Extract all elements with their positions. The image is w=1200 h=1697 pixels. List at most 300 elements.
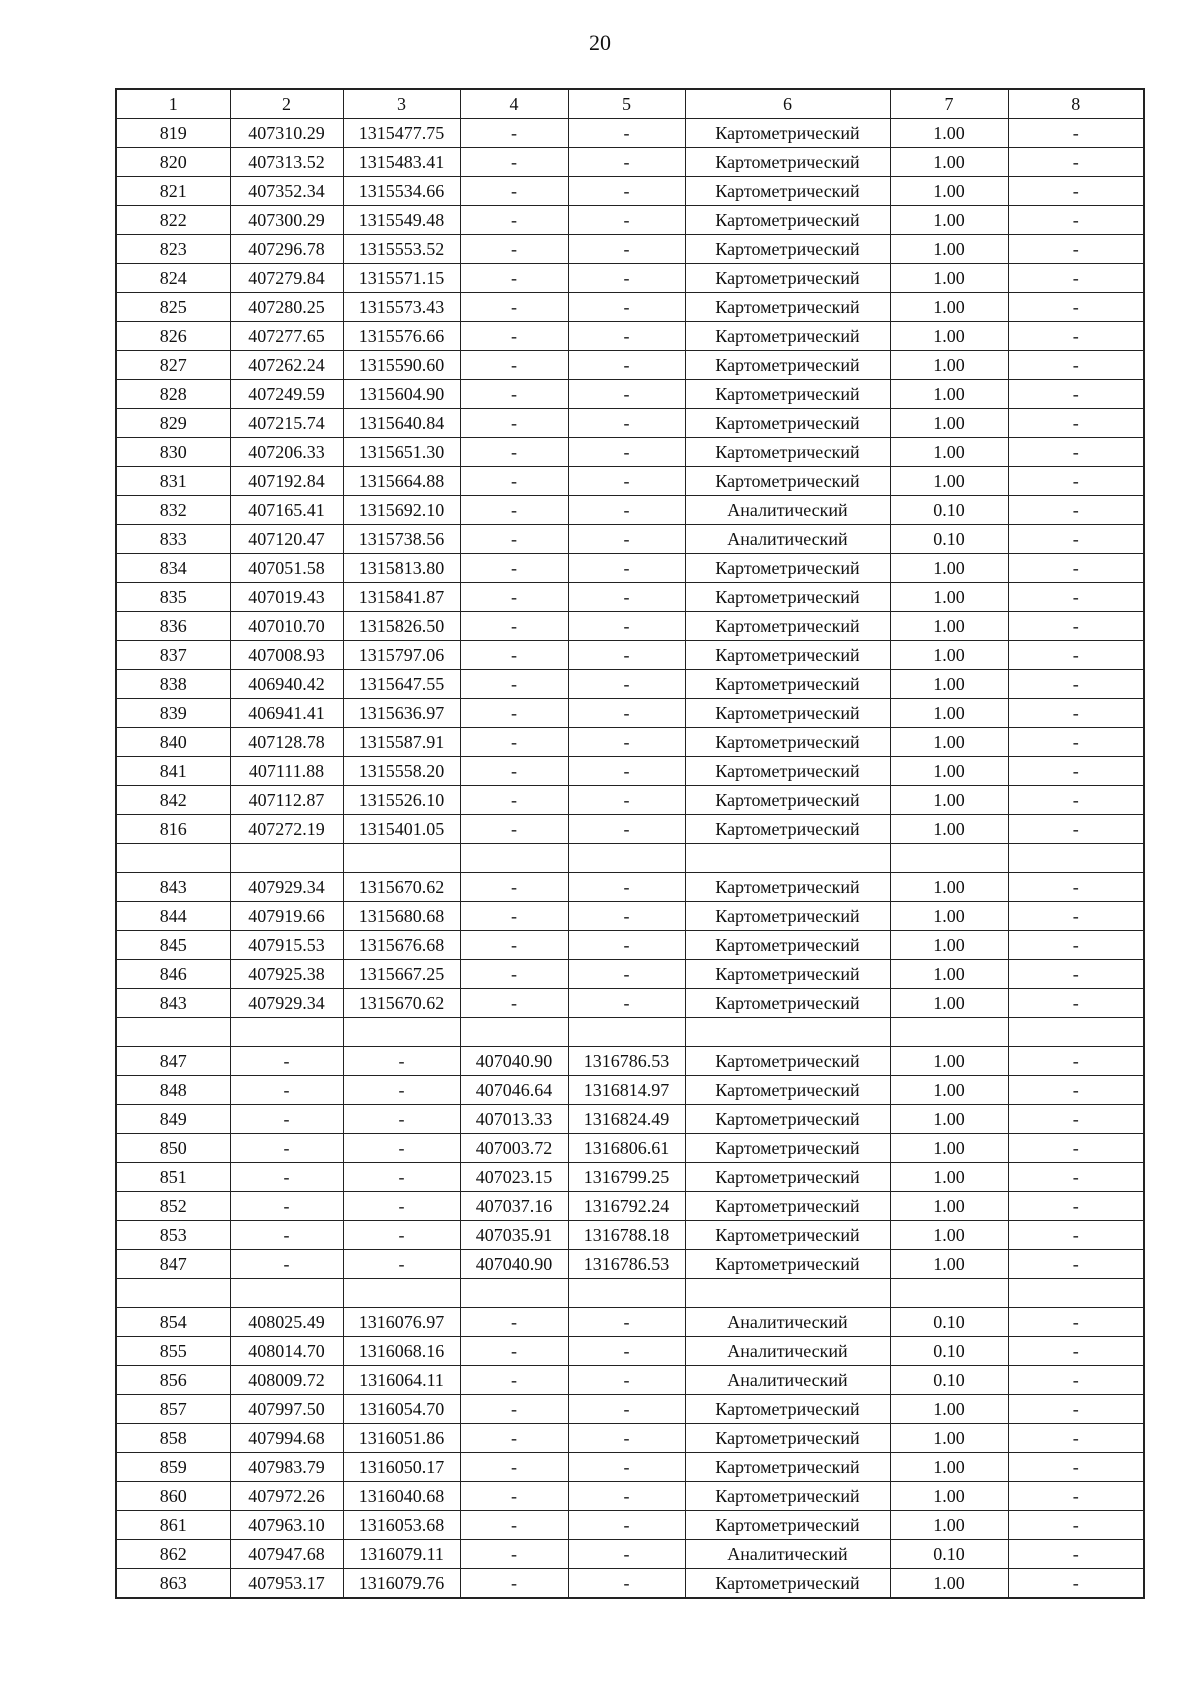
table-cell: - [568, 264, 685, 293]
table-cell: Картометрический [685, 1395, 890, 1424]
table-cell: - [568, 235, 685, 264]
table-cell: - [1008, 1163, 1144, 1192]
table-cell: 830 [116, 438, 230, 467]
table-cell: Картометрический [685, 960, 890, 989]
table-cell: 1.00 [890, 554, 1008, 583]
table-cell: - [1008, 293, 1144, 322]
table-cell: - [1008, 641, 1144, 670]
table-row [116, 1569, 1144, 1599]
table-cell: 406941.41 [230, 699, 343, 728]
table-cell: - [460, 351, 568, 380]
table-cell: - [568, 670, 685, 699]
table-cell [1008, 1018, 1144, 1047]
table-cell [685, 1279, 890, 1308]
table-cell: 841 [116, 757, 230, 786]
table-cell: - [1008, 206, 1144, 235]
table-cell: 408025.49 [230, 1308, 343, 1337]
table-cell: Аналитический [685, 525, 890, 554]
table-cell: - [460, 641, 568, 670]
table-row [116, 148, 1144, 177]
table-cell: 829 [116, 409, 230, 438]
table-row [116, 670, 1144, 699]
table-cell: Картометрический [685, 728, 890, 757]
table-cell: Картометрический [685, 119, 890, 148]
table-cell: 1.00 [890, 1424, 1008, 1453]
table-cell: 848 [116, 1076, 230, 1105]
table-cell: 851 [116, 1163, 230, 1192]
table-cell: - [460, 1482, 568, 1511]
table-cell: - [568, 148, 685, 177]
table-row [116, 583, 1144, 612]
table-cell: - [1008, 931, 1144, 960]
table-cell: 1315573.43 [343, 293, 460, 322]
table-cell: - [460, 264, 568, 293]
table-cell: - [460, 989, 568, 1018]
table-cell: - [460, 119, 568, 148]
table-cell [568, 1018, 685, 1047]
table-cell: 1315670.62 [343, 873, 460, 902]
table-cell: Картометрический [685, 641, 890, 670]
table-row [116, 960, 1144, 989]
table-row [116, 264, 1144, 293]
table-cell: 850 [116, 1134, 230, 1163]
table-cell: - [568, 1453, 685, 1482]
table-cell: Картометрический [685, 902, 890, 931]
table-row [116, 554, 1144, 583]
table-row [116, 1018, 1144, 1047]
table-cell: 823 [116, 235, 230, 264]
table-cell: - [460, 583, 568, 612]
table-cell: 1.00 [890, 1105, 1008, 1134]
table-cell: 1316792.24 [568, 1192, 685, 1221]
table-cell: 1.00 [890, 409, 1008, 438]
table-cell: - [460, 931, 568, 960]
table-cell: 853 [116, 1221, 230, 1250]
table-cell: 1315640.84 [343, 409, 460, 438]
table-cell: - [568, 583, 685, 612]
table-cell: - [460, 873, 568, 902]
table-cell: 857 [116, 1395, 230, 1424]
table-cell: 1.00 [890, 641, 1008, 670]
table-cell [460, 1018, 568, 1047]
table-cell: 407925.38 [230, 960, 343, 989]
table-cell: 831 [116, 467, 230, 496]
table-cell: - [568, 1540, 685, 1569]
table-cell: - [230, 1163, 343, 1192]
table-cell: - [1008, 409, 1144, 438]
table-cell: Картометрический [685, 612, 890, 641]
table-cell: - [1008, 1076, 1144, 1105]
table-cell: 1315576.66 [343, 322, 460, 351]
table-row [116, 612, 1144, 641]
table-row [116, 728, 1144, 757]
table-cell: Картометрический [685, 989, 890, 1018]
table-cell: - [1008, 902, 1144, 931]
table-cell: 1315477.75 [343, 119, 460, 148]
table-cell: - [460, 1308, 568, 1337]
table-cell: 1315651.30 [343, 438, 460, 467]
table-cell: - [460, 1453, 568, 1482]
table-cell: 1315738.56 [343, 525, 460, 554]
table-cell: Картометрический [685, 757, 890, 786]
table-cell: - [568, 815, 685, 844]
table-row [116, 1511, 1144, 1540]
table-cell: - [1008, 1395, 1144, 1424]
table-cell: 0.10 [890, 1540, 1008, 1569]
page-number: 20 [589, 30, 611, 55]
table-cell: 858 [116, 1424, 230, 1453]
table-cell: - [460, 380, 568, 409]
table-cell: - [230, 1076, 343, 1105]
table-cell [460, 844, 568, 873]
table-row [116, 119, 1144, 148]
table-cell: 1316050.17 [343, 1453, 460, 1482]
table-cell: - [1008, 960, 1144, 989]
table-cell: 1315590.60 [343, 351, 460, 380]
table-cell: Картометрический [685, 264, 890, 293]
table-cell: 862 [116, 1540, 230, 1569]
table-cell: 1316786.53 [568, 1250, 685, 1279]
table-cell: - [1008, 148, 1144, 177]
table-cell: 1315797.06 [343, 641, 460, 670]
table-cell: 845 [116, 931, 230, 960]
table-cell: Картометрический [685, 670, 890, 699]
table-cell: - [568, 496, 685, 525]
table-row [116, 641, 1144, 670]
table-cell: 1.00 [890, 119, 1008, 148]
table-cell: 407310.29 [230, 119, 343, 148]
table-cell: - [1008, 380, 1144, 409]
table-cell: 407272.19 [230, 815, 343, 844]
table-cell: - [343, 1163, 460, 1192]
table-cell: 1315558.20 [343, 757, 460, 786]
table-cell [230, 1018, 343, 1047]
table-cell: - [460, 1395, 568, 1424]
table-cell: 1316788.18 [568, 1221, 685, 1250]
table-cell: 838 [116, 670, 230, 699]
table-cell: Картометрический [685, 1453, 890, 1482]
table-cell: 821 [116, 177, 230, 206]
table-cell: - [460, 1540, 568, 1569]
table-cell: 407262.24 [230, 351, 343, 380]
table-row [116, 206, 1144, 235]
table-cell: 820 [116, 148, 230, 177]
table-cell: Картометрический [685, 148, 890, 177]
table-row [116, 815, 1144, 844]
table-cell: - [230, 1105, 343, 1134]
table-row [116, 931, 1144, 960]
table-cell: - [460, 699, 568, 728]
table-cell: Картометрический [685, 1134, 890, 1163]
table-cell: - [460, 815, 568, 844]
column-header-5: 5 [568, 89, 685, 119]
table-cell [116, 1018, 230, 1047]
table-row [116, 1337, 1144, 1366]
table-cell: 859 [116, 1453, 230, 1482]
table-row [116, 873, 1144, 902]
table-cell: 1.00 [890, 1163, 1008, 1192]
column-header-6: 6 [685, 89, 890, 119]
table-cell: 1315604.90 [343, 380, 460, 409]
table-cell: 407352.34 [230, 177, 343, 206]
table-cell: 836 [116, 612, 230, 641]
table-cell: 407313.52 [230, 148, 343, 177]
table-row [116, 351, 1144, 380]
table-cell: 843 [116, 989, 230, 1018]
table-cell: Картометрический [685, 235, 890, 264]
table-cell: 1316051.86 [343, 1424, 460, 1453]
table-cell: 407008.93 [230, 641, 343, 670]
table-cell: 1.00 [890, 1076, 1008, 1105]
table-row [116, 235, 1144, 264]
table-cell: - [460, 438, 568, 467]
table-cell: - [460, 1569, 568, 1599]
table-cell: - [460, 670, 568, 699]
table-cell: 1315526.10 [343, 786, 460, 815]
table-cell: Картометрический [685, 322, 890, 351]
table-cell: - [568, 1424, 685, 1453]
table-row [116, 844, 1144, 873]
table-cell: 1316079.11 [343, 1540, 460, 1569]
table-cell: 1.00 [890, 583, 1008, 612]
table-cell: 1.00 [890, 786, 1008, 815]
table-cell: - [568, 786, 685, 815]
column-header-8: 8 [1008, 89, 1144, 119]
table-cell: 407120.47 [230, 525, 343, 554]
table-cell: - [343, 1192, 460, 1221]
table-cell: 819 [116, 119, 230, 148]
table-cell: 407128.78 [230, 728, 343, 757]
table-cell: 407279.84 [230, 264, 343, 293]
table-cell: 1.00 [890, 670, 1008, 699]
table-cell: - [568, 873, 685, 902]
table-cell: - [1008, 989, 1144, 1018]
table-cell: - [460, 525, 568, 554]
table-cell: 407963.10 [230, 1511, 343, 1540]
table-cell: 407249.59 [230, 380, 343, 409]
table-cell: - [460, 1511, 568, 1540]
table-cell: 1.00 [890, 1192, 1008, 1221]
table-cell: 407280.25 [230, 293, 343, 322]
table-cell: - [1008, 496, 1144, 525]
table-cell [230, 1279, 343, 1308]
table-row [116, 1250, 1144, 1279]
table-cell: - [343, 1250, 460, 1279]
table-row [116, 989, 1144, 1018]
table-cell: - [1008, 583, 1144, 612]
table-cell: Картометрический [685, 409, 890, 438]
table-cell: - [1008, 554, 1144, 583]
table-cell: - [343, 1076, 460, 1105]
table-cell: 1.00 [890, 322, 1008, 351]
table-cell: 0.10 [890, 1308, 1008, 1337]
coordinates-table [115, 88, 1145, 1599]
table-cell: - [1008, 1221, 1144, 1250]
table-cell: 407111.88 [230, 757, 343, 786]
table-cell: 407019.43 [230, 583, 343, 612]
table-cell: 1.00 [890, 467, 1008, 496]
table-cell [685, 1018, 890, 1047]
table-cell: - [1008, 264, 1144, 293]
table-row [116, 496, 1144, 525]
table-cell: - [1008, 1540, 1144, 1569]
column-header-3: 3 [343, 89, 460, 119]
table-row [116, 1453, 1144, 1482]
table-cell: Картометрический [685, 438, 890, 467]
table-cell: - [460, 757, 568, 786]
table-cell: 1316806.61 [568, 1134, 685, 1163]
table-cell: - [1008, 757, 1144, 786]
table-cell: 842 [116, 786, 230, 815]
table-cell: - [460, 496, 568, 525]
table-cell: Картометрический [685, 293, 890, 322]
table-cell: 407206.33 [230, 438, 343, 467]
table-cell: 407112.87 [230, 786, 343, 815]
table-cell: 1.00 [890, 728, 1008, 757]
table-cell: 1316824.49 [568, 1105, 685, 1134]
table-row [116, 1047, 1144, 1076]
table-cell: 1.00 [890, 1569, 1008, 1599]
table-cell: - [460, 467, 568, 496]
table-cell: 1.00 [890, 264, 1008, 293]
table-cell: - [460, 293, 568, 322]
table-cell: 1.00 [890, 960, 1008, 989]
table-cell: - [568, 525, 685, 554]
table-cell: 407929.34 [230, 989, 343, 1018]
table-cell: - [568, 989, 685, 1018]
table-cell: - [230, 1250, 343, 1279]
table-cell: 1.00 [890, 438, 1008, 467]
table-cell: - [1008, 873, 1144, 902]
table-cell: - [230, 1134, 343, 1163]
table-cell [343, 1279, 460, 1308]
table-cell: - [568, 1366, 685, 1395]
table-cell: 860 [116, 1482, 230, 1511]
table-row [116, 699, 1144, 728]
table-cell: 406940.42 [230, 670, 343, 699]
table-cell: 856 [116, 1366, 230, 1395]
table-cell: Картометрический [685, 1511, 890, 1540]
table-cell: Картометрический [685, 467, 890, 496]
table-cell: 828 [116, 380, 230, 409]
table-cell: - [1008, 525, 1144, 554]
table-row [116, 322, 1144, 351]
table-cell: 822 [116, 206, 230, 235]
table-cell: - [1008, 1192, 1144, 1221]
table-cell: 1.00 [890, 699, 1008, 728]
table-cell: - [568, 757, 685, 786]
table-cell: 407040.90 [460, 1250, 568, 1279]
table-cell: - [568, 931, 685, 960]
table-cell: - [1008, 1105, 1144, 1134]
table-cell: 1315483.41 [343, 148, 460, 177]
table-cell: 1315670.62 [343, 989, 460, 1018]
table-cell: 0.10 [890, 525, 1008, 554]
table-row [116, 786, 1144, 815]
table-row [116, 467, 1144, 496]
table-cell: Картометрический [685, 1105, 890, 1134]
table-cell: - [460, 148, 568, 177]
table-cell: Картометрический [685, 1192, 890, 1221]
table-cell: - [1008, 351, 1144, 380]
table-cell: 1316040.68 [343, 1482, 460, 1511]
table-cell: 1.00 [890, 177, 1008, 206]
table-cell: 0.10 [890, 1337, 1008, 1366]
table-cell: 847 [116, 1250, 230, 1279]
table-cell: - [568, 293, 685, 322]
table-row [116, 1424, 1144, 1453]
table-row [116, 177, 1144, 206]
table-cell: 837 [116, 641, 230, 670]
table-cell: - [1008, 1569, 1144, 1599]
table-cell: - [343, 1047, 460, 1076]
table-cell: - [343, 1105, 460, 1134]
table-cell: - [460, 322, 568, 351]
table-cell: - [568, 177, 685, 206]
table-cell: 824 [116, 264, 230, 293]
table-cell: Картометрический [685, 351, 890, 380]
table-cell: 1315680.68 [343, 902, 460, 931]
table-cell: 852 [116, 1192, 230, 1221]
table-cell: Картометрический [685, 1250, 890, 1279]
table-cell: 1315647.55 [343, 670, 460, 699]
table-cell: 816 [116, 815, 230, 844]
table-cell: 408009.72 [230, 1366, 343, 1395]
table-cell [1008, 844, 1144, 873]
table-cell: 407013.33 [460, 1105, 568, 1134]
table-cell: Картометрический [685, 583, 890, 612]
table-cell: - [1008, 322, 1144, 351]
table-cell: - [568, 119, 685, 148]
table-cell: Картометрический [685, 786, 890, 815]
table-cell: - [1008, 612, 1144, 641]
table-cell: 1315676.68 [343, 931, 460, 960]
table-cell: - [568, 902, 685, 931]
table-cell: - [568, 1308, 685, 1337]
table-cell: - [568, 380, 685, 409]
table-cell: - [1008, 728, 1144, 757]
table-cell: 1315587.91 [343, 728, 460, 757]
table-cell [568, 844, 685, 873]
table-cell: - [1008, 235, 1144, 264]
table-cell: 407300.29 [230, 206, 343, 235]
table-cell: 1.00 [890, 1047, 1008, 1076]
table-cell: 832 [116, 496, 230, 525]
table-cell: Картометрический [685, 1482, 890, 1511]
table-cell: - [460, 206, 568, 235]
table-cell: 1.00 [890, 1134, 1008, 1163]
table-cell: 863 [116, 1569, 230, 1599]
table-cell: Аналитический [685, 496, 890, 525]
table-cell: 825 [116, 293, 230, 322]
table-cell [230, 844, 343, 873]
table-cell: 1315401.05 [343, 815, 460, 844]
table-cell: 407051.58 [230, 554, 343, 583]
table-cell: - [1008, 670, 1144, 699]
table-cell: 1316814.97 [568, 1076, 685, 1105]
table-cell: - [460, 786, 568, 815]
table-cell: - [460, 554, 568, 583]
table-cell: 0.10 [890, 496, 1008, 525]
table-cell: 1316079.76 [343, 1569, 460, 1599]
table-cell: Аналитический [685, 1540, 890, 1569]
table-cell: 408014.70 [230, 1337, 343, 1366]
table-cell: - [1008, 1047, 1144, 1076]
table-cell: - [460, 902, 568, 931]
table-cell: 407046.64 [460, 1076, 568, 1105]
table-cell: 1.00 [890, 757, 1008, 786]
table-cell: 1.00 [890, 873, 1008, 902]
